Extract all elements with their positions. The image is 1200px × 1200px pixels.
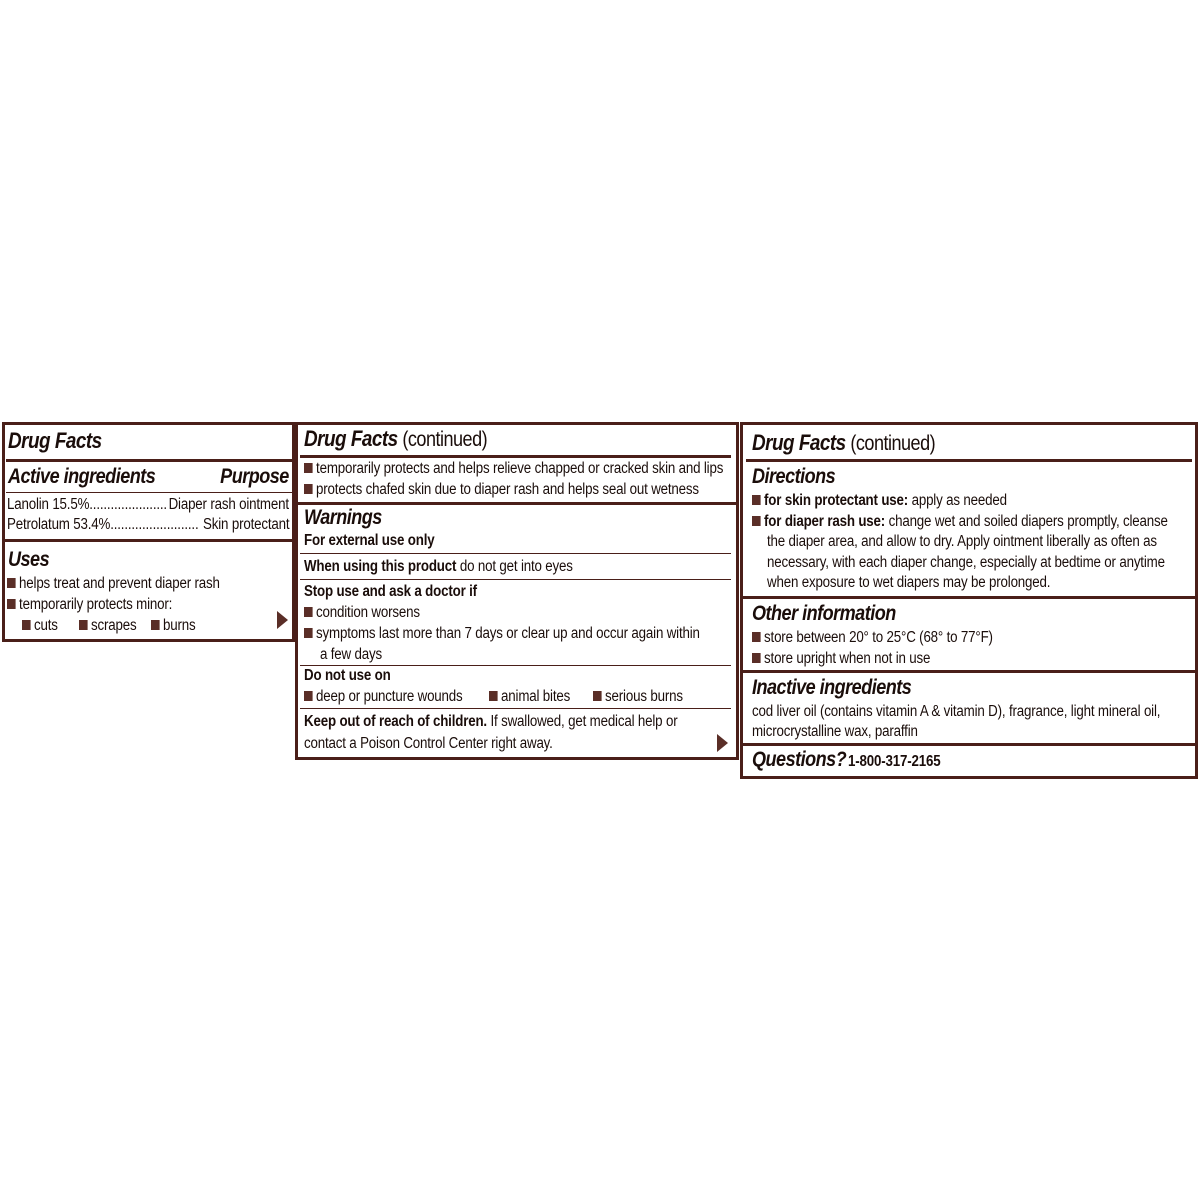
panel1-ingredients-rule bbox=[6, 492, 292, 493]
panel2-warnings-rule bbox=[295, 502, 739, 505]
bullet-square bbox=[304, 691, 313, 701]
bullet-square bbox=[752, 632, 761, 642]
bullet-square bbox=[593, 691, 602, 701]
inactive-line-1: cod liver oil (contains vitamin A & vitamin D), fragrance, light mineral oil, bbox=[752, 703, 1161, 720]
questions-heading: Questions? bbox=[752, 748, 847, 771]
bullet-square bbox=[7, 599, 16, 609]
keep-out-text: Keep out of reach of children. If swallowed, get medical help or bbox=[304, 713, 678, 730]
ingredient-purpose-petrolatum: Skin protectant bbox=[202, 516, 289, 533]
continue-arrow-icon bbox=[277, 611, 288, 629]
inactive-line-2: microcrystalline wax, paraffin bbox=[752, 723, 918, 740]
bullet-square bbox=[752, 653, 761, 663]
bullet-square bbox=[752, 516, 761, 526]
panel2-title-rule bbox=[300, 455, 731, 458]
direction-item-2-line-3: necessary, with each diaper change, especially at bedtime or anytime bbox=[767, 554, 1165, 571]
ingredient-purpose-lanolin: Diaper rash ointment bbox=[168, 496, 289, 513]
other-item-2: store upright when not in use bbox=[752, 649, 930, 669]
bullet-square bbox=[304, 607, 313, 617]
bullet-square bbox=[304, 463, 313, 473]
uses-cont-item-1: temporarily protects and helps relieve chapped or cracked skin and lips bbox=[304, 459, 723, 479]
uses-cont-item-2: protects chafed skin due to diaper rash and helps seal out wetness bbox=[304, 480, 699, 500]
do-not-item-1: deep or puncture wounds bbox=[304, 687, 463, 707]
bullet-square bbox=[151, 620, 160, 630]
other-item-1: store between 20° to 25°C (68° to 77°F) bbox=[752, 628, 993, 648]
uses-item-1: helps treat and prevent diaper rash bbox=[7, 574, 220, 594]
bullet-square bbox=[752, 495, 761, 505]
do-not-item-3: serious burns bbox=[593, 687, 683, 707]
panel1-title-rule bbox=[6, 459, 292, 462]
minor-item-burns: burns bbox=[151, 616, 196, 636]
bullet-square bbox=[304, 484, 313, 494]
ingredient-name-petrolatum: Petrolatum 53.4%......................... bbox=[7, 516, 199, 533]
minor-item-cuts: cuts bbox=[22, 616, 58, 636]
stop-use-heading: Stop use and ask a doctor if bbox=[304, 583, 477, 600]
panel2-rule-2 bbox=[300, 579, 731, 580]
panel1-uses-rule bbox=[2, 539, 295, 542]
panel3-inactive-rule bbox=[740, 670, 1198, 673]
panel3-title-rule bbox=[746, 459, 1192, 462]
uses-heading: Uses bbox=[8, 548, 50, 571]
warnings-heading: Warnings bbox=[304, 506, 382, 529]
bullet-square bbox=[22, 620, 31, 630]
when-using-text: When using this product do not get into eyes bbox=[304, 558, 573, 575]
panel1-title: Drug Facts bbox=[8, 428, 102, 453]
panel2-title: Drug Facts (continued) bbox=[304, 426, 488, 451]
active-ingredients-heading: Active ingredients bbox=[8, 465, 156, 488]
direction-item-1: for skin protectant use: apply as needed bbox=[752, 491, 1007, 511]
panel3-other-rule bbox=[740, 596, 1198, 599]
stop-item-2: symptoms last more than 7 days or clear up and occur again within bbox=[304, 624, 700, 644]
keep-out-text-line2: contact a Poison Control Center right away. bbox=[304, 735, 553, 752]
directions-heading: Directions bbox=[752, 465, 836, 488]
panel3-questions-rule bbox=[740, 743, 1198, 746]
do-not-use-heading: Do not use on bbox=[304, 667, 391, 684]
external-use-text: For external use only bbox=[304, 532, 435, 549]
panel2-rule-1 bbox=[300, 553, 731, 554]
bullet-square bbox=[7, 578, 16, 588]
direction-item-2-line-4: when exposure to wet diapers may be prolonged. bbox=[767, 574, 1051, 591]
bullet-square bbox=[304, 628, 313, 638]
panel2-rule-4 bbox=[300, 708, 731, 709]
other-information-heading: Other information bbox=[752, 602, 896, 625]
bullet-square bbox=[489, 691, 498, 701]
minor-item-scrapes: scrapes bbox=[79, 616, 137, 636]
continue-arrow-icon bbox=[717, 734, 728, 752]
phone-number: 1-800-317-2165 bbox=[848, 753, 941, 770]
direction-item-2: for diaper rash use: change wet and soiled diapers promptly, cleanse bbox=[752, 512, 1168, 532]
stop-item-1: condition worsens bbox=[304, 603, 420, 623]
direction-item-2-line-2: the diaper area, and allow to dry. Apply ointment liberally as often as bbox=[767, 533, 1157, 550]
purpose-heading: Purpose bbox=[220, 465, 289, 488]
inactive-ingredients-heading: Inactive ingredients bbox=[752, 676, 912, 699]
stop-item-2-cont: a few days bbox=[320, 646, 383, 663]
uses-item-2: temporarily protects minor: bbox=[7, 595, 172, 615]
ingredient-name-lanolin: Lanolin 15.5%...................... bbox=[7, 496, 167, 513]
panel3-title: Drug Facts (continued) bbox=[752, 430, 936, 455]
bullet-square bbox=[79, 620, 88, 630]
do-not-item-2: animal bites bbox=[489, 687, 570, 707]
